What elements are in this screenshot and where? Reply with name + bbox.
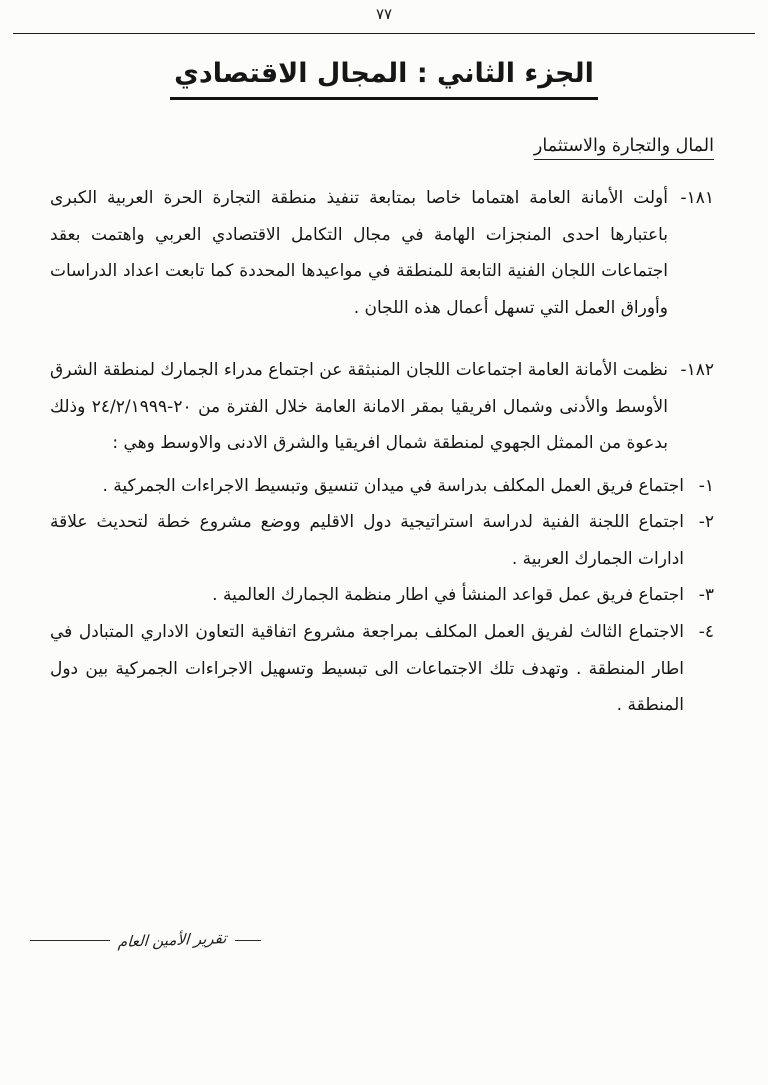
- item-text: اجتماع فريق عمل قواعد المنشأ في اطار منظمة الجمارك العالمية .: [212, 585, 684, 606]
- item-number: ١-: [698, 475, 714, 496]
- list-item-3: [50, 577, 714, 614]
- item-number: ٤-: [698, 622, 714, 643]
- item-text: اجتماع اللجنة الفنية لدراسة استراتيجية دول الاقليم ووضع مشروع خطة لتحديث علاقة ادارات الجمارك العربية .: [50, 512, 684, 569]
- footer-rule-left: [30, 940, 110, 941]
- page-number: ٧٧: [375, 5, 393, 23]
- list-item-2: [50, 504, 714, 577]
- footer-rule-right: [235, 940, 261, 941]
- item-number: ٣-: [698, 585, 714, 606]
- document-title: الجزء الثاني : المجال الاقتصادي: [170, 58, 598, 100]
- list-item-1: [50, 468, 714, 505]
- paragraph-number: ١٨١-: [680, 188, 714, 208]
- paragraph-text: أولت الأمانة العامة اهتماما خاصا بمتابعة تنفيذ منطقة التجارة الحرة العربية الكبرى باعتبارها احدى المنجزات الهامة في مجال التكامل الاقتصادي العربي واهتمت بعقد اجتماعات اللجان الفنية التابعة للمنطقة في مواعيدها المحددة كما تابعت اعداد الدراسات وأوراق العمل التي تسهل أعمال هذه اللجان .: [50, 188, 668, 318]
- paragraph-text: نظمت الأمانة العامة اجتماعات اللجان المنبثقة عن اجتماع مدراء الجمارك لمنطقة الشرق الأوسط والأدنى وشمال افريقيا بمقر الامانة العامة خلال الفترة من ٢٠-٢٤/٢/١٩٩٩ وذلك بدعوة من الممثل الجهوي لمنطقة شمال افريقيا والشرق الادنى والاوسط وهي :: [50, 360, 668, 454]
- footer-signature-block: [30, 931, 261, 949]
- document-body: [0, 100, 768, 724]
- item-text: اجتماع فريق العمل المكلف بدراسة في ميدان تنسيق وتبسيط الاجراءات الجمركية .: [102, 475, 684, 496]
- section-heading: المال والتجارة والاستثمار: [534, 136, 714, 160]
- paragraph-181: [50, 180, 714, 326]
- paragraph-number: ١٨٢-: [680, 360, 714, 381]
- footer-signature: تقرير الأمين العام: [117, 929, 228, 951]
- list-item-4: [50, 614, 714, 724]
- top-rule: [13, 33, 755, 34]
- item-text: الاجتماع الثالث لفريق العمل المكلف بمراجعة مشروع اتفاقية التعاون الاداري المتبادل في اطار المنطقة . وتهدف تلك الاجتماعات الى تبسيط وتسهيل الاجراءات الجمركية بين دول المنطقة .: [50, 622, 684, 716]
- paragraph-182: [50, 352, 714, 462]
- item-number: ٢-: [698, 512, 714, 533]
